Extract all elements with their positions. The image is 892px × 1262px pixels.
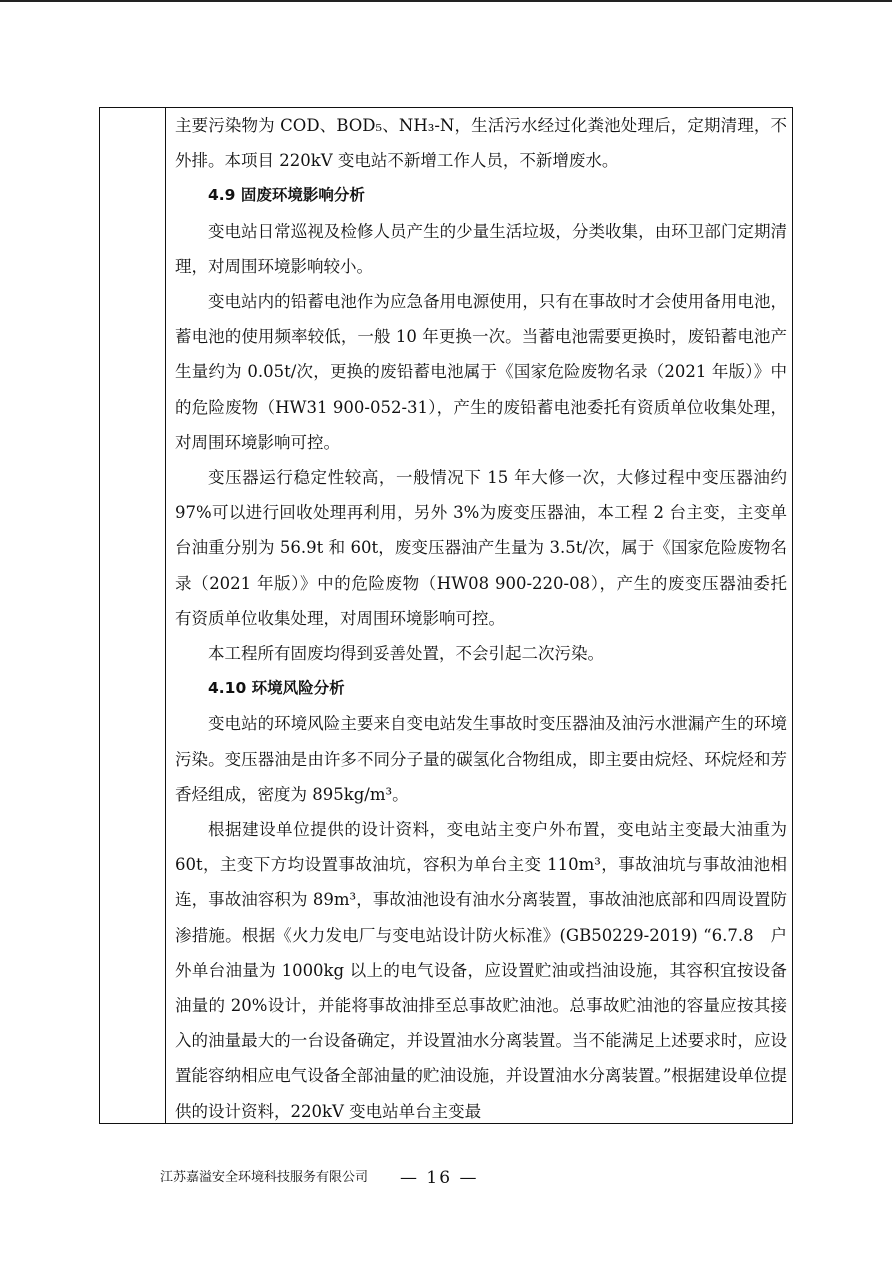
paragraph: 变电站内的铅蓄电池作为应急备用电源使用，只有在事故时才会使用备用电池，蓄电池的使用频率较低，一般 10 年更换一次。当蓄电池需要更换时，废铅蓄电池产生量约为 0.05t/次，更换的废铅蓄电池属于《国家危险废物名录（2021 年版）》中的危险废物（HW31 900-052-31），产生的废铅蓄电池委托有资质单位收集处理，对周围环境影响可控。	[175, 292, 787, 452]
document-body	[175, 108, 787, 1123]
paragraph: 变压器运行稳定性较高，一般情况下 15 年大修一次，大修过程中变压器油约 97%可以进行回收处理再利用，另外 3%为废变压器油，本工程 2 台主变，主变单台油重分别为 56.9t 和 60t，废变压器油产生量为 3.5t/次，属于《国家危险废物名录（2021 年版）》中的危险废物（HW08 900-220-08），产生的废变压器油委托有资质单位收集处理，对周围环境影响可控。	[175, 468, 787, 628]
paragraph: 变电站的环境风险主要来自变电站发生事故时变压器油及油污水泄漏产生的环境污染。变压器油是由许多不同分子量的碳氢化合物组成，即主要由烷烃、环烷烃和芳香烃组成，密度为 895kg/m³。	[175, 714, 787, 804]
page-number: — 16 —	[400, 1168, 479, 1188]
footer-company: 江苏嘉溢安全环境科技服务有限公司	[160, 1170, 369, 1185]
section-heading-4-9: 4.9 固废环境影响分析	[208, 186, 365, 205]
content-table	[99, 107, 793, 1124]
table-left-column	[100, 108, 166, 1123]
section-heading-4-10: 4.10 环境风险分析	[208, 679, 345, 698]
top-rule	[0, 0, 892, 2]
paragraph: 根据建设单位提供的设计资料，变电站主变户外布置，变电站主变最大油重为 60t，主变下方均设置事故油坑，容积为单台主变 110m³，事故油坑与事故油池相连，事故油容积为 89m³，事故油池设有油水分离装置，事故油池底部和四周设置防渗措施。根据《火力发电厂与变电站设计防火标准》(GB50229-2019) “6.7.8 户外单台油量为 1000kg 以上的电气设备，应设置贮油或挡油设施，其容积宜按设备油量的 20%设计，并能将事故油排至总事故贮油池。总事故贮油池的容量应按其接入的油量最大的一台设备确定，并设置油水分离装置。当不能满足上述要求时，应设置能容纳相应电气设备全部油量的贮油设施，并设置油水分离装置。”根据建设单位提供的设计资料，220kV 变电站单台主变最	[175, 820, 787, 1121]
paragraph: 本工程所有固废均得到妥善处置，不会引起二次污染。	[208, 644, 604, 664]
page-footer	[160, 1166, 760, 1190]
paragraph-continuation: 主要污染物为 COD、BOD₅、NH₃-N，生活污水经过化粪池处理后，定期清理，不外排。本项目 220kV 变电站不新增工作人员，不新增废水。	[175, 116, 787, 171]
paragraph: 变电站日常巡视及检修人员产生的少量生活垃圾，分类收集，由环卫部门定期清理，对周围环境影响较小。	[175, 221, 787, 276]
